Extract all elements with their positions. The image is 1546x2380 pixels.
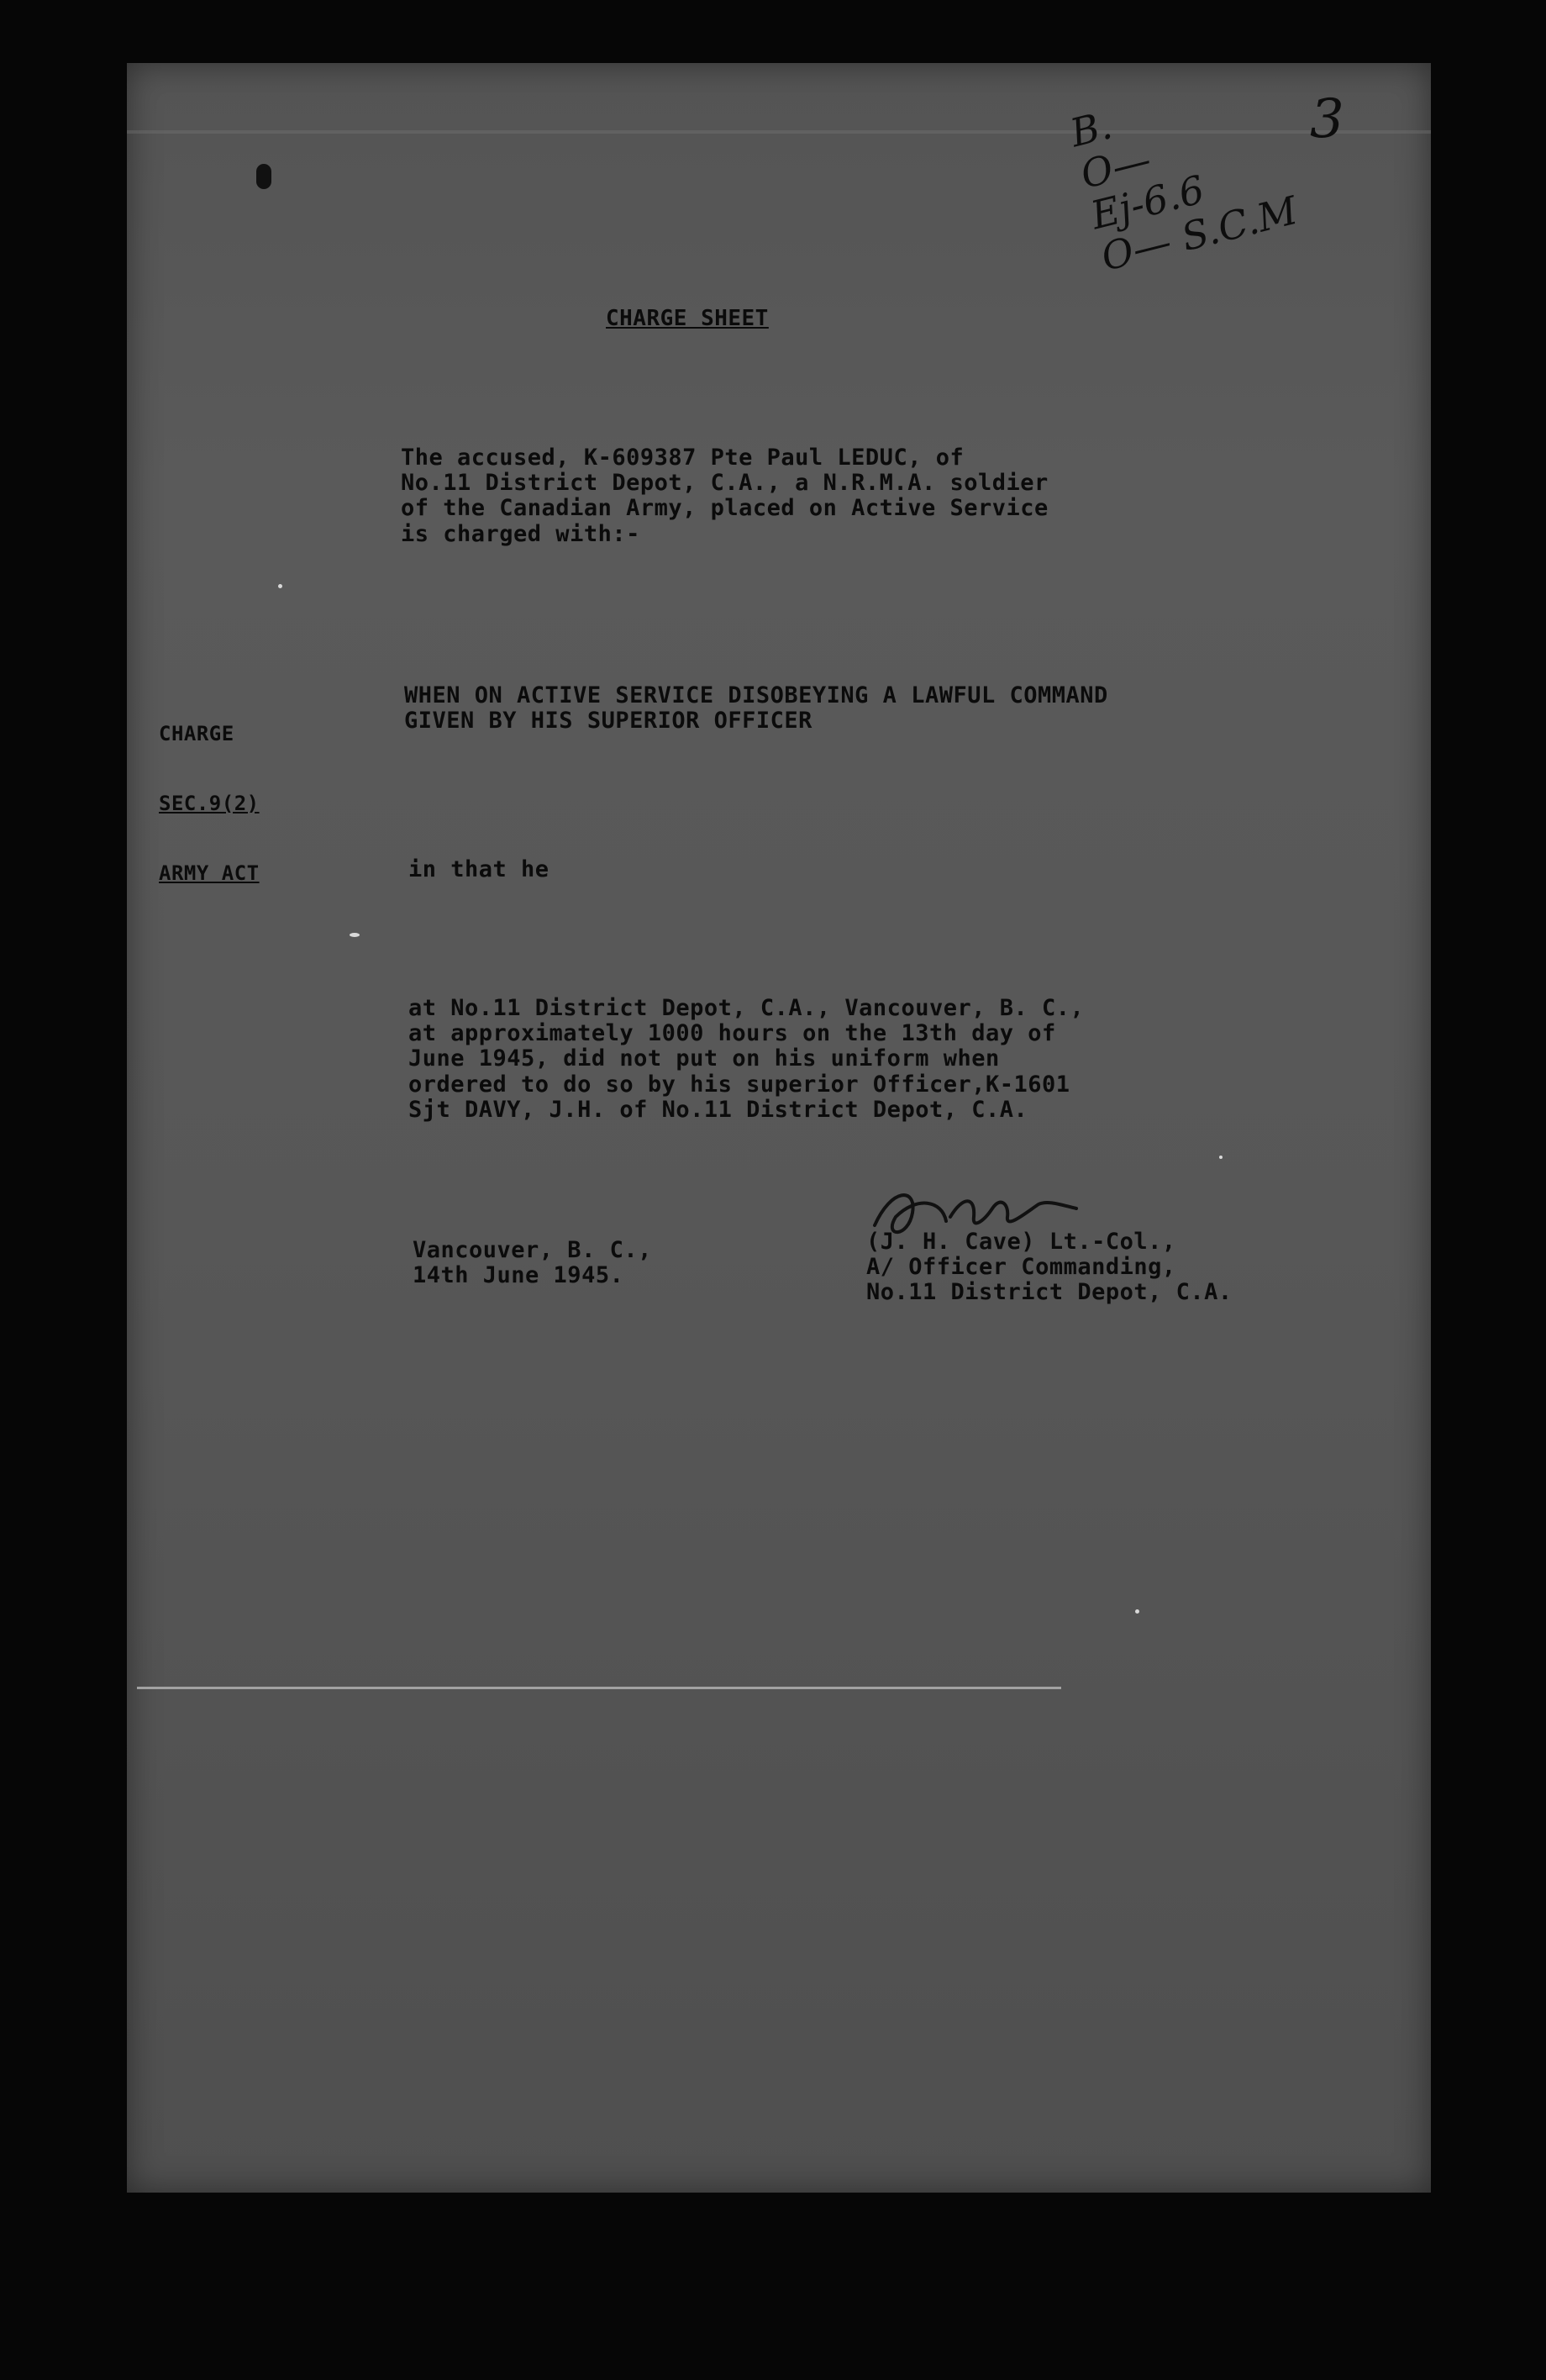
handwritten-notes: B. O— Ej-6.6 O— S.C.M	[1065, 102, 1302, 280]
officer-signature-block: (J. H. Cave) Lt.-Col., A/ Officer Commanding, No.11 District Depot, C.A.	[866, 1229, 1233, 1306]
dust-speck	[1219, 1156, 1223, 1159]
charge-section-label	[159, 677, 260, 932]
horizontal-rule	[137, 1687, 1061, 1689]
handwritten-page-number: 3	[1310, 88, 1344, 150]
in-that-phrase: in that he	[408, 856, 550, 882]
charge-label-line: CHARGE	[159, 722, 234, 746]
dust-speck	[350, 933, 360, 937]
dust-speck	[1135, 1609, 1139, 1614]
charge-statement: WHEN ON ACTIVE SERVICE DISOBEYING A LAWFUL COMMAND GIVEN BY HIS SUPERIOR OFFICER	[404, 682, 1108, 735]
charge-section-number: SEC.9(2)	[159, 791, 260, 815]
accused-paragraph: The accused, K-609387 Pte Paul LEDUC, of No.11 District Depot, C.A., a N.R.M.A. soldier of the Canadian Army, placed on Active Service is charged with:-	[401, 445, 1049, 547]
place-and-date: Vancouver, B. C., 14th June 1945.	[413, 1237, 652, 1289]
document-page	[127, 63, 1431, 2193]
document-title: CHARGE SHEET	[606, 306, 769, 331]
punch-hole	[256, 164, 271, 189]
charge-particulars: at No.11 District Depot, C.A., Vancouver, B. C., at approximately 1000 hours on the 13th day of June 1945, did not put on his uniform when ordered to do so by his superior Officer,K-1601 Sjt DAVY, J.H. of No.11 District Depot, C.A.	[408, 995, 1085, 1123]
dust-speck	[278, 584, 282, 588]
charge-act-name: ARMY ACT	[159, 861, 260, 885]
